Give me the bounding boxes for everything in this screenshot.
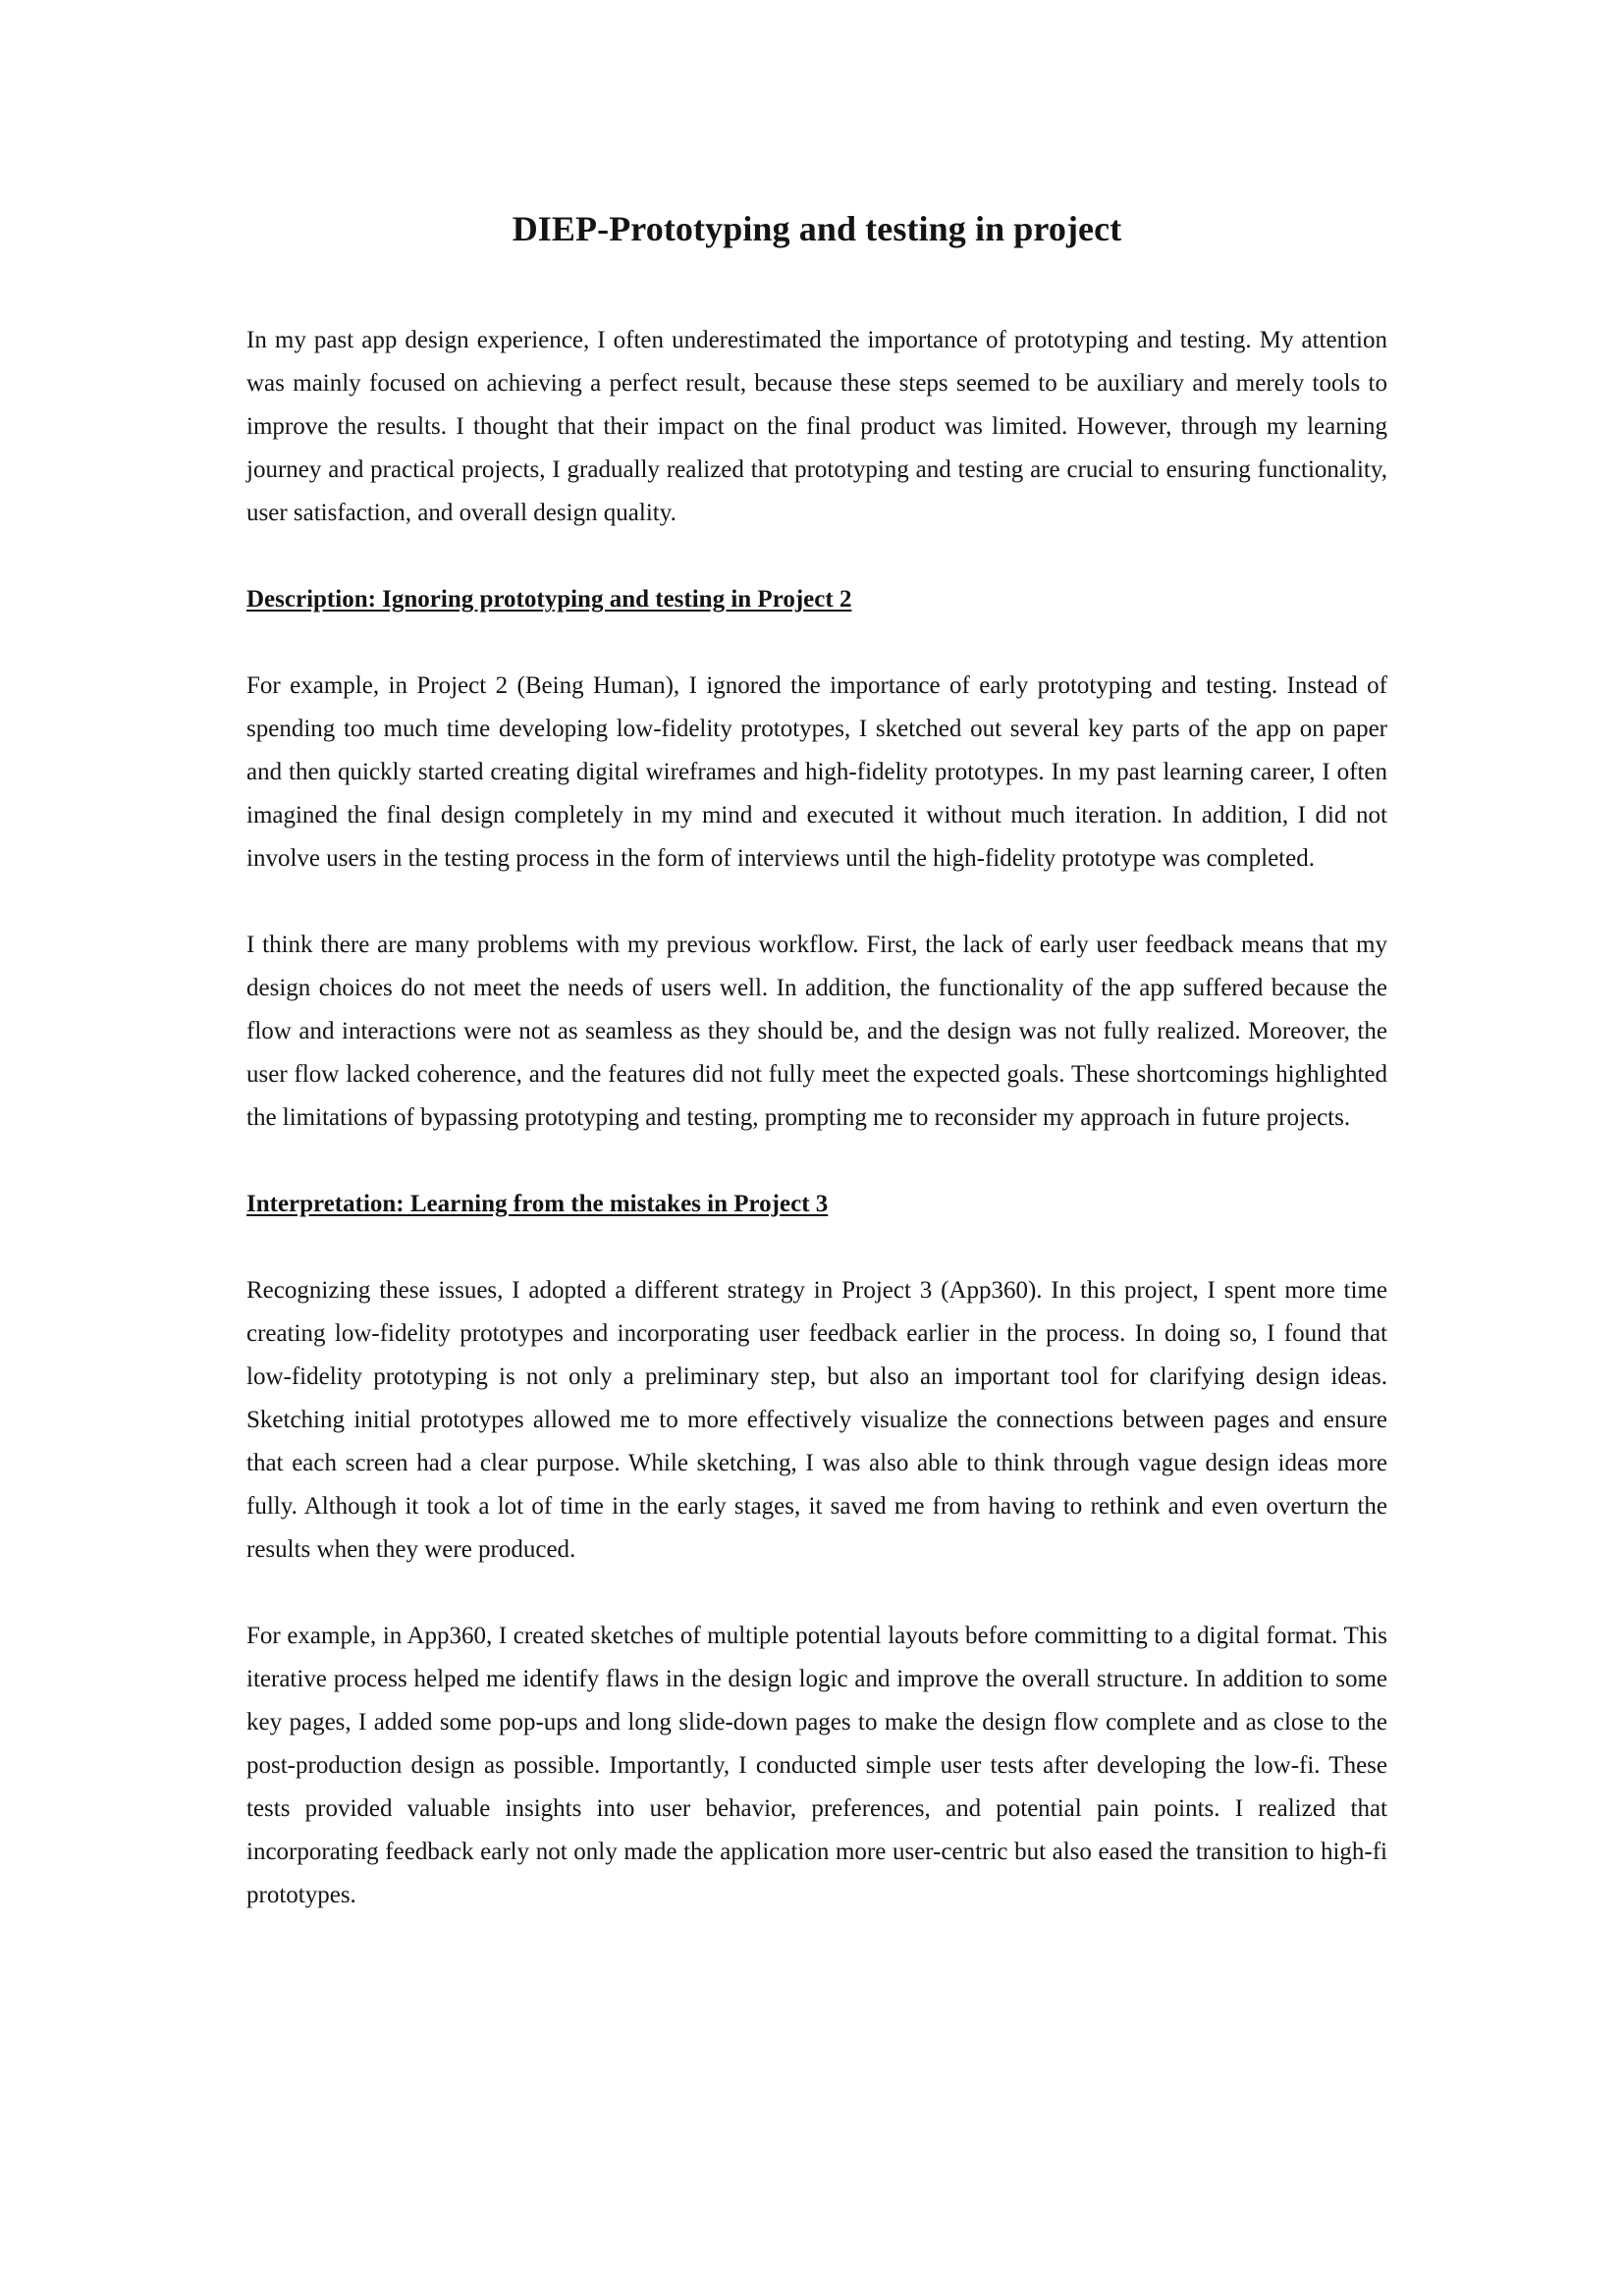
intro-paragraph: In my past app design experience, I often underestimated the importance of prototyping and testing. My attention was mainly focused on achieving a perfect result, because these steps seemed to be auxiliary and merely tools to improve the results. I thought that their impact on the final product was limited. However, through my learning journey and practical projects, I gradually realized that prototyping and testing are crucial to ensuring functionality, user satisfaction, and overall design quality. <box>246 327 1387 527</box>
description-paragraph-2: I think there are many problems with my previous workflow. First, the lack of early user feedback means that my design choices do not meet the needs of users well. In addition, the functionality of the app suffered because the flow and interactions were not as seamless as they should be, and the design was not fully realized. Moreover, the user flow lacked coherence, and the features did not fully meet the expected goals. These shortcomings highlighted the limitations of bypassing prototyping and testing, prompting me to reconsider my approach in future projects. <box>246 932 1387 1132</box>
interpretation-paragraph-1: Recognizing these issues, I adopted a different strategy in Project 3 (App360). In this project, I spent more time creating low-fidelity prototypes and incorporating user feedback earlier in the process. In doing so, I found that low-fidelity prototyping is not only a preliminary step, but also an important tool for clarifying design ideas. Sketching initial prototypes allowed me to more effectively visualize the connections between pages and ensure that each screen had a clear purpose. While sketching, I was also able to think through vague design ideas more fully. Although it took a lot of time in the early stages, it saved me from having to rethink and even overturn the results when they were produced. <box>246 1277 1387 1564</box>
document-title: DIEP-Prototyping and testing in project <box>512 209 1122 248</box>
section-heading-interpretation: Interpretation: Learning from the mistakes in Project 3 <box>246 1191 829 1218</box>
description-paragraph-1: For example, in Project 2 (Being Human), I ignored the importance of early prototyping and testing. Instead of spending too much time developing low-fidelity prototypes, I sketched out several key parts of the app on paper and then quickly started creating digital wireframes and high-fidelity prototypes. In my past learning career, I often imagined the final design completely in my mind and executed it without much iteration. In addition, I did not involve users in the testing process in the form of interviews until the high-fidelity prototype was completed. <box>246 672 1387 873</box>
section-heading-description: Description: Ignoring prototyping and testing in Project 2 <box>246 586 852 614</box>
document-body <box>246 208 1387 1960</box>
interpretation-paragraph-2: For example, in App360, I created sketches of multiple potential layouts before committing to a digital format. This iterative process helped me identify flaws in the design logic and improve the overall structure. In addition to some key pages, I added some pop-ups and long slide-down pages to make the design flow complete and as close to the post-production design as possible. Importantly, I conducted simple user tests after developing the low-fi. These tests provided valuable insights into user behavior, preferences, and potential pain points. I realized that incorporating feedback early not only made the application more user-centric but also eased the transition to high-fi prototypes. <box>246 1623 1387 1909</box>
